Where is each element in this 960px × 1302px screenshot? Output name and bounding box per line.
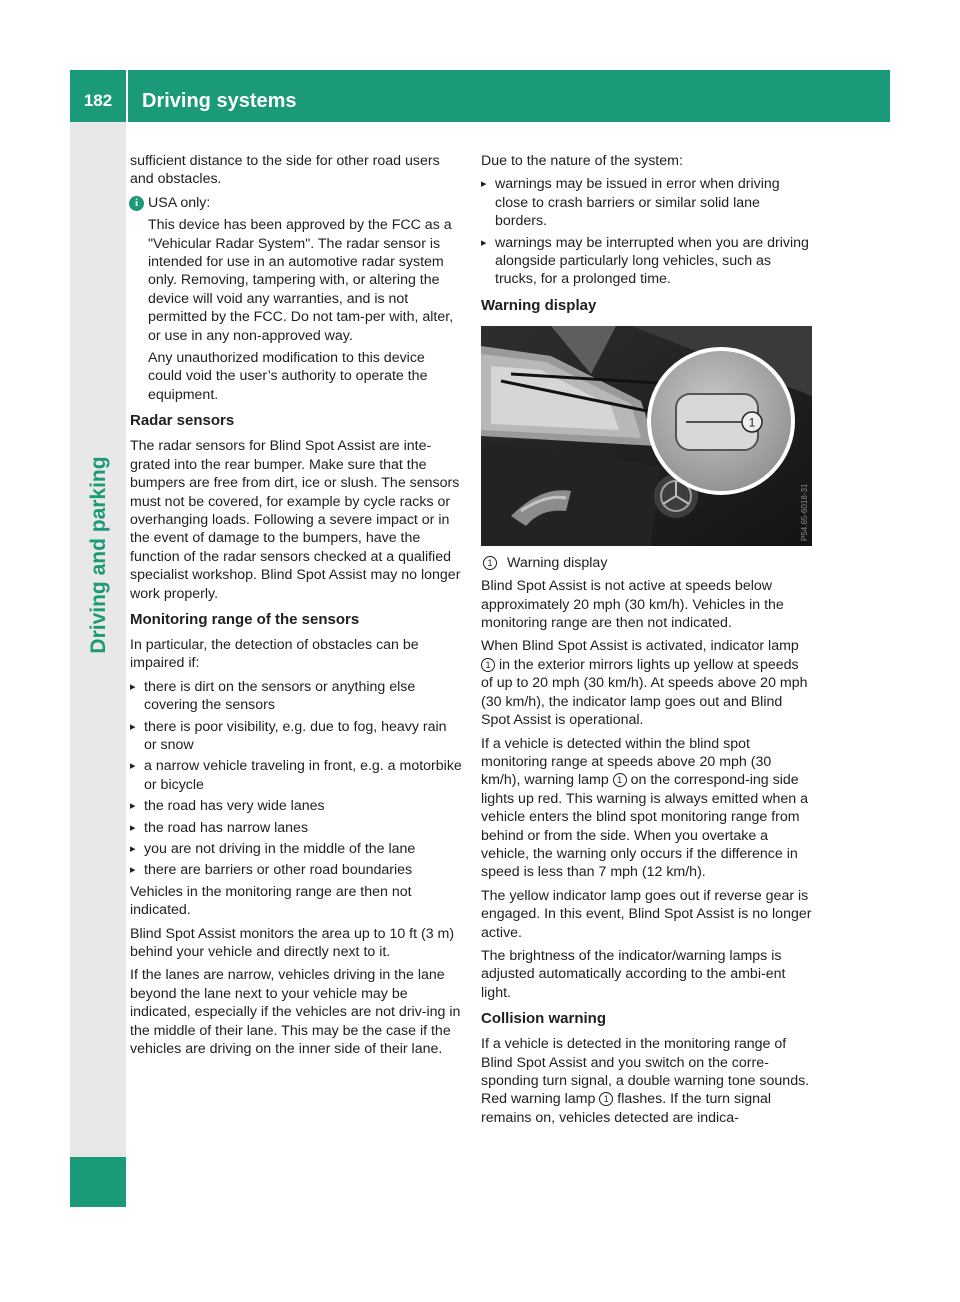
figure-caption (481, 554, 813, 572)
list-item: ▸ warnings may be issued in error when driving close to crash barriers or similar solid lane borders. (481, 175, 813, 230)
monitoring-heading: Monitoring range of the sensors (130, 610, 360, 628)
paragraph (481, 735, 813, 882)
paragraph: Vehicles in the monitoring range are then not indicated. (130, 883, 412, 919)
left-column (130, 152, 462, 1063)
list-item: ▸ you are not driving in the middle of the lane (130, 840, 462, 858)
intro-text: sufficient distance to the side for other road users and obstacles. (130, 153, 440, 188)
caption-text: Warning display (507, 554, 608, 571)
nature-intro: Due to the nature of the system: (481, 153, 683, 169)
warning-display-heading: Warning display (481, 296, 597, 314)
figure-callout: 1 (748, 415, 756, 430)
monitoring-intro: In particular, the detection of obstacles can be impaired if: (130, 636, 419, 672)
list-item: ▸ warnings may be interrupted when you are driving alongside particularly long vehicles, such as trucks, for a prolonged time. (481, 234, 813, 289)
callout-marker: 1 (481, 658, 495, 672)
side-tab-marker (70, 1157, 126, 1207)
paragraph: The brightness of the indicator/warning lamps is adjusted automatically according to the ambi-ent light. (481, 947, 786, 1001)
list-item: ▸ there are barriers or other road boundaries (130, 861, 462, 879)
radar-paragraph: The radar sensors for Blind Spot Assist are inte-grated into the rear bumper. Make sure that the bumpers are free from dirt, ice or slush. The sensors must not be covered, for example by cycle racks or overhanging loads. Following a severe impact or in the event of damage to the bumpers, have the function of the radar sensors checked at a qualified specialist workshop. Blind Spot Assist may no longer work properly. (130, 438, 461, 602)
paragraph: Blind Spot Assist is not active at speeds below approximately 20 mph (30 km/h). Vehicles in the monitoring range are then not indicated. (481, 578, 784, 632)
side-tab (84, 415, 114, 695)
text-fragment: If a vehicle is detected within the blind spot monitoring range at speeds above 20 mph (30 km/h), warning lamp (481, 735, 772, 789)
impairment-list (130, 678, 462, 880)
mirror-photo (481, 326, 812, 546)
figure-code: P54.65-6018-31 (800, 483, 809, 541)
callout-marker: 1 (613, 773, 627, 787)
text-fragment: in the exterior mirrors lights up yellow at speeds of up to 20 mph (30 km/h). At speeds above 20 mph (30 km/h), the indicator lamp goes out and Blind Spot Assist is operational. (481, 656, 808, 729)
text-fragment: When Blind Spot Assist is activated, indicator lamp (481, 638, 799, 655)
right-column (481, 152, 813, 1132)
page-title: Driving systems (142, 90, 297, 112)
radar-heading: Radar sensors (130, 412, 235, 430)
text-fragment: flashes. If the turn signal remains on, vehicles detected are indica- (481, 1091, 772, 1126)
nature-list (481, 175, 813, 288)
text-fragment: If a vehicle is detected in the monitoring range of Blind Spot Assist and you switch on the corre-sponding turn signal, a double warning tone sounds. Red warning lamp (481, 1036, 810, 1108)
paragraph: If the lanes are narrow, vehicles driving in the lane beyond the lane next to your vehicle may be indicated, especially if the vehicles are not driv-ing in the middle of their lane. This may be the case if the vehicles are driving on the inner side of their lane. (130, 967, 461, 1058)
list-item: ▸ a narrow vehicle traveling in front, e.g. a motorbike or bicycle (130, 757, 462, 794)
list-item: ▸ there is poor visibility, e.g. due to fog, heavy rain or snow (130, 718, 462, 755)
page-number: 182 (83, 91, 113, 110)
usa-label: USA only: (148, 194, 211, 211)
callout-marker: 1 (599, 1092, 613, 1106)
collision-heading: Collision warning (481, 1010, 607, 1028)
header-divider (126, 70, 128, 122)
list-item: ▸ the road has narrow lanes (130, 819, 462, 837)
usa-paragraph-2: Any unauthorized modification to this device could void the user’s authority to operate the equipment. (148, 350, 428, 403)
callout-marker: 1 (483, 556, 497, 570)
text-fragment: on the correspond-ing side lights up red. This warning is always emitted when a vehicle enters the blind spot monitoring range from behind or from the side. When you overtake a vehicle, the warning only occurs if the difference in speed is less than 7 mph (12 km/h). (481, 772, 808, 881)
paragraph: Blind Spot Assist monitors the area up to 10 ft (3 m) behind your vehicle and directly next to it. (130, 925, 455, 961)
paragraph (481, 637, 813, 729)
info-icon: i (129, 196, 144, 211)
info-note (130, 194, 462, 404)
paragraph: The yellow indicator lamp goes out if reverse gear is engaged. In this event, Blind Spot Assist is no longer active. (481, 887, 812, 941)
list-item: ▸ the road has very wide lanes (130, 797, 462, 815)
usa-paragraph-1: This device has been approved by the FCC as a "Vehicular Radar System". The radar sensor is intended for use in an automotive radar system only. Removing, tampering with, or altering the device will void any warranties, and is not permitted by the FCC. Do not tam-per with, alter, or use in any non-approved way. (148, 217, 454, 344)
list-item: ▸ there is dirt on the sensors or anything else covering the sensors (130, 678, 462, 715)
paragraph (481, 1035, 813, 1127)
side-tab-label: Driving and parking (87, 456, 110, 654)
